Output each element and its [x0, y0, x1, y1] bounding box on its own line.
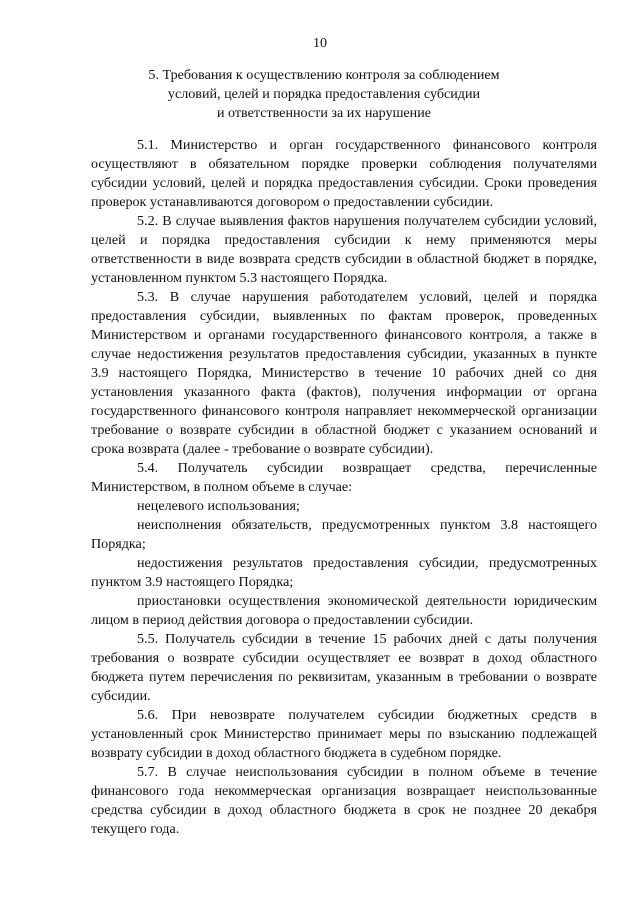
paragraph-5-4: 5.4. Получатель субсидии возвращает средства, перечисленные Министерством, в полном объеме в случае:: [91, 460, 597, 495]
section-title: [96, 66, 552, 123]
section-body: [91, 136, 597, 839]
list-item: приостановки осуществления экономической деятельности юридическим лицом в период действия договора о предоставлении субсидии.: [91, 593, 597, 628]
paragraph-5-7: 5.7. В случае неиспользования субсидии в полном объеме в течение финансового года некоммерческая организация возвращает неиспользованные средства субсидии в доход областного бюджета в срок не позднее 20 декабря текущего года.: [91, 764, 597, 837]
list-item: неисполнения обязательств, предусмотренных пунктом 3.8 настоящего Порядка;: [91, 517, 597, 552]
list-item: нецелевого использования;: [137, 498, 300, 514]
paragraph-5-5: 5.5. Получатель субсидии в течение 15 рабочих дней с даты получения требования о возврате субсидии осуществляет ее возврат в доход областного бюджета путем перечисления по реквизитам, указанным в требовании о возврате субсидии.: [91, 631, 597, 704]
section-title-line-3: и ответственности за их нарушение: [216, 105, 432, 121]
section-title-line-1: 5. Требования к осуществлению контроля за соблюдением: [148, 67, 500, 83]
list-item: недостижения результатов предоставления субсидии, предусмотренных пунктом 3.9 настоящего Порядка;: [91, 555, 597, 590]
paragraph-5-2: 5.2. В случае выявления фактов нарушения получателем субсидии условий, целей и порядка предоставления субсидии к нему применяются меры ответственности в виде возврата средств субсидии в областной бюджет в порядке, установленном пунктом 5.3 настоящего Порядка.: [91, 213, 597, 286]
paragraph-5-3: 5.3. В случае нарушения работодателем условий, целей и порядка предоставления субсидии, выявленных по фактам проверок, проведенных Министерством и органами государственного финансового контроля, а также в случае недостижения результатов предоставления субсидии, указанных в пункте 3.9 настоящего Порядка, Министерство в течение 10 рабочих дней со дня установления указанного факта (фактов), получения информации от органа государственного финансового контроля направляет некоммерческой организации требование о возврате субсидии в областной бюджет с указанием оснований и срока возврата (далее - требование о возврате субсидии).: [91, 289, 597, 457]
section-title-line-2: условий, целей и порядка предоставления субсидии: [167, 86, 481, 102]
paragraph-5-6: 5.6. При невозврате получателем субсидии бюджетных средств в установленный срок Министерство принимает меры по взысканию подлежащей возврату субсидии в доход областного бюджета в судебном порядке.: [91, 707, 597, 761]
page-number: 10: [312, 35, 328, 51]
paragraph-5-1: 5.1. Министерство и орган государственного финансового контроля осуществляют в обязательном порядке проверки соблюдения получателями субсидии условий, целей и порядка предоставления субсидии. Сроки проведения проверок устанавливаются договором о предоставлении субсидии.: [91, 137, 597, 210]
